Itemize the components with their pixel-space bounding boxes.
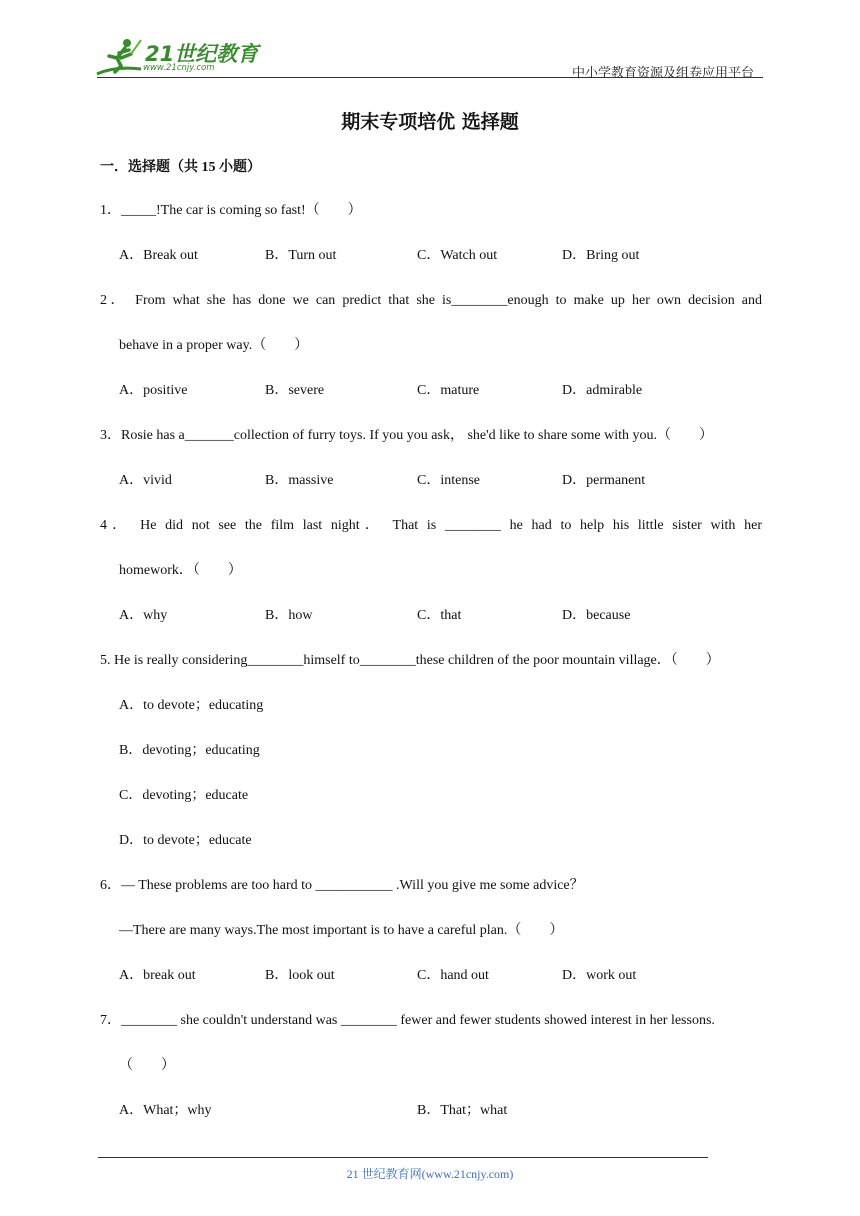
- question-1-option-d: D．Bring out: [562, 248, 640, 263]
- question-3-option-d: D．permanent: [562, 473, 646, 488]
- question-1-option-a: A．Break out: [119, 248, 198, 263]
- footer-link[interactable]: 21 世纪教育网(www.21cnjy.com): [346, 1167, 514, 1181]
- question-6-text: 6．— These problems are too hard to ___________ .Will you give me some advice？: [100, 878, 584, 893]
- question-6-option-b: B．look out: [265, 968, 335, 983]
- question-3-option-a: A．vivid: [119, 473, 172, 488]
- question-4-option-b: B．how: [265, 608, 313, 623]
- question-2-option-a: A．positive: [119, 383, 188, 398]
- question-4-text: 4． He did not see the film last night． That is ________ he had to help his little sister with her: [100, 518, 762, 533]
- question-7-text-cont: （ ）: [119, 1058, 175, 1073]
- header-divider: [97, 77, 763, 78]
- question-2-option-c: C．mature: [417, 383, 480, 398]
- site-slogan: 中小学教育资源及组卷应用平台: [571, 65, 754, 80]
- question-7-option-a: A．What；why: [119, 1103, 212, 1118]
- question-5-option-c: C．devoting；educate: [119, 788, 249, 803]
- runner-logo-icon: [95, 36, 145, 78]
- question-6-option-c: C．hand out: [417, 968, 489, 983]
- question-3-option-b: B．massive: [265, 473, 334, 488]
- question-6-option-d: D．work out: [562, 968, 637, 983]
- question-2-option-b: B．severe: [265, 383, 325, 398]
- question-4-option-a: A．why: [119, 608, 168, 623]
- question-1-option-b: B．Turn out: [265, 248, 337, 263]
- question-5-option-a: A．to devote；educating: [119, 698, 264, 713]
- question-7-text: 7．________ she couldn't understand was ________ fewer and fewer students showed interest in her lessons.: [100, 1013, 715, 1028]
- question-3-option-c: C．intense: [417, 473, 480, 488]
- question-3-text: 3．Rosie has a_______collection of furry toys. If you you ask， she'd like to share some with you.（ ）: [100, 428, 713, 443]
- page-title: 期末专项培优 选择题: [341, 111, 519, 133]
- site-logo: [95, 36, 260, 78]
- logo-text: 21世纪教育: [145, 42, 259, 66]
- question-4-text-cont: homework．（ ）: [119, 563, 242, 578]
- question-5-option-d: D．to devote；educate: [119, 833, 252, 848]
- question-2-text-cont: behave in a proper way.（ ）: [119, 338, 309, 353]
- question-5-text: 5. He is really considering________himself to________these children of the poor mountain village．（ ）: [100, 653, 720, 668]
- question-4-option-d: D．because: [562, 608, 631, 623]
- question-6-text-cont: —There are many ways.The most important is to have a careful plan.（ ）: [119, 923, 564, 938]
- question-2-option-d: D．admirable: [562, 383, 643, 398]
- question-6-option-a: A．break out: [119, 968, 196, 983]
- question-1-option-c: C．Watch out: [417, 248, 498, 263]
- logo-url: www.21cnjy.com: [143, 63, 215, 73]
- question-4-option-c: C．that: [417, 608, 462, 623]
- question-1-text: 1．_____!The car is coming so fast!（ ）: [100, 203, 362, 218]
- question-2-text: 2． From what she has done we can predict that she is________enough to make up her own decision and: [100, 293, 762, 308]
- footer-divider: [98, 1157, 708, 1158]
- question-7-option-b: B．That；what: [417, 1103, 508, 1118]
- question-5-option-b: B．devoting；educating: [119, 743, 260, 758]
- section-heading: 一．选择题（共 15 小题）: [100, 160, 261, 175]
